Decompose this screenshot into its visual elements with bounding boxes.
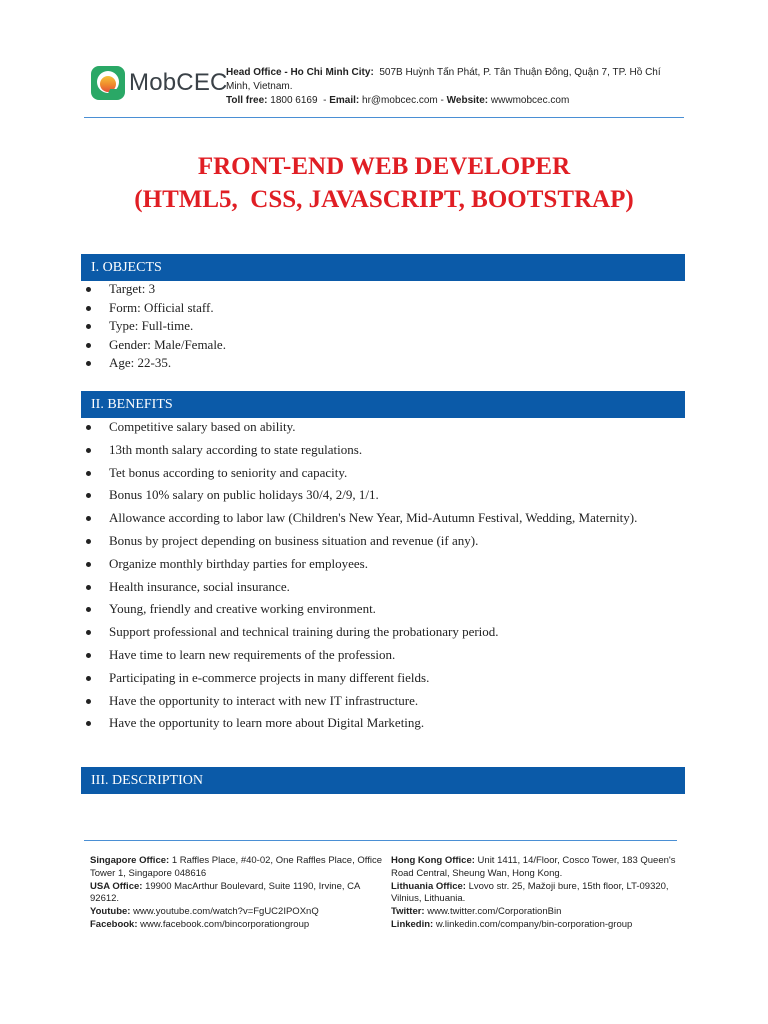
head-office-info: Head Office - Ho Chi Minh City: 507B Huỳnh Tấn Phát, P. Tân Thuận Đông, Quận 7, TP. Hồ Chí Minh, Vietnam. Toll free: 1800 6169 - Email: hr@mobcec.com - Website: wwwmobcec.com xyxy=(226,67,661,106)
benefits-item xyxy=(81,692,669,710)
benefits-item xyxy=(81,486,669,504)
linkedin-link xyxy=(391,919,681,932)
bullet-icon xyxy=(86,630,91,635)
bullet-icon xyxy=(86,287,91,292)
bullet-icon xyxy=(86,653,91,658)
objects-item xyxy=(81,299,226,318)
hongkong-office-label: Hong Kong Office: xyxy=(391,855,475,866)
mobcec-logo-icon xyxy=(91,66,125,100)
benefits-item-text: Have the opportunity to interact with new IT infrastructure. xyxy=(109,692,419,708)
objects-item xyxy=(81,336,226,355)
footer-divider xyxy=(84,840,677,841)
company-logo xyxy=(91,66,228,100)
benefits-item xyxy=(81,714,669,732)
bullet-icon xyxy=(86,324,91,329)
toll-free-number: 1800 6169 xyxy=(270,95,318,106)
youtube-link xyxy=(90,906,385,919)
lithuania-office-address: Lvovo str. 25, Mažoji bure, 15th floor, LT-09320, Vilnius, Lithuania. xyxy=(391,880,669,905)
objects-item-text: Type: Full-time. xyxy=(109,318,194,333)
bullet-icon xyxy=(86,721,91,726)
singapore-office-address: 1 Raffles Place, #40-02, One Raffles Place, Office Tower 1, Singapore 048616 xyxy=(90,855,383,879)
facebook-link xyxy=(90,919,385,932)
bullet-icon xyxy=(86,493,91,498)
bullet-icon xyxy=(86,585,91,590)
linkedin-label: Linkedin: xyxy=(391,918,434,930)
footer-right-column xyxy=(391,855,681,932)
benefits-list xyxy=(81,418,669,737)
usa-office-label: USA Office: xyxy=(90,880,143,892)
benefits-item xyxy=(81,464,669,482)
header-divider xyxy=(84,117,684,118)
bullet-icon xyxy=(86,676,91,681)
bullet-icon xyxy=(86,562,91,567)
objects-item-text: Form: Official staff. xyxy=(109,299,214,315)
objects-item-text: Gender: Male/Female. xyxy=(109,336,226,352)
benefits-item xyxy=(81,578,669,596)
job-title-line-2: (HTML5, CSS, JAVASCRIPT, BOOTSTRAP) xyxy=(134,186,634,213)
section-objects-header: I. OBJECTS xyxy=(81,254,685,281)
twitter-url[interactable]: www.twitter.com/CorporationBin xyxy=(427,906,562,918)
benefits-item-text: Support professional and technical training during the probationary period. xyxy=(109,624,499,640)
bullet-icon xyxy=(86,361,91,366)
bullet-icon xyxy=(86,699,91,704)
hongkong-office-address: Unit 1411, 14/Floor, Cosco Tower, 183 Queen's Road Central, Sheung Wan, Hong Kong. xyxy=(391,855,676,879)
letterhead xyxy=(0,0,768,120)
benefits-item-text: Bonus 10% salary on public holidays 30/4, 2/9, 1/1. xyxy=(109,487,379,503)
singapore-office xyxy=(90,855,385,881)
objects-list xyxy=(81,280,226,373)
lithuania-office-label: Lithuania Office: xyxy=(391,880,466,892)
lithuania-office xyxy=(391,881,681,907)
benefits-item xyxy=(81,669,669,687)
benefits-item xyxy=(81,509,669,527)
singapore-office-label: Singapore Office: xyxy=(90,855,170,866)
objects-item-text: Target: 3 xyxy=(109,281,156,296)
benefits-item xyxy=(81,646,669,664)
youtube-label: Youtube: xyxy=(90,906,131,918)
bullet-icon xyxy=(86,539,91,544)
logo-wordmark: MobCEC xyxy=(129,69,228,96)
linkedin-url[interactable]: w.linkedin.com/company/bin-corporation-group xyxy=(435,918,633,930)
benefits-item-text: Tet bonus according to seniority and capacity. xyxy=(109,464,348,480)
toll-free-label: Toll free: xyxy=(226,95,268,106)
benefits-item-text: 13th month salary according to state regulations. xyxy=(109,441,363,457)
bullet-icon xyxy=(86,425,91,430)
bullet-icon xyxy=(86,343,91,348)
section-benefits-header: II. BENEFITS xyxy=(81,391,685,418)
youtube-url[interactable]: www.youtube.com/watch?v=FgUC2IPOXnQ xyxy=(133,906,319,918)
footer-left-column xyxy=(90,855,385,932)
bullet-icon xyxy=(86,448,91,453)
head-office-label: Head Office - Ho Chi Minh City: xyxy=(226,67,374,78)
website-url[interactable]: wwwmobcec.com xyxy=(490,95,570,106)
head-office-address: 507B Huỳnh Tấn Phát, P. Tân Thuận Đông, Quận 7, TP. Hồ Chí Minh, Vietnam. xyxy=(226,67,661,92)
job-title xyxy=(0,150,768,216)
benefits-item-text: Organize monthly birthday parties for employees. xyxy=(109,555,368,571)
twitter-link xyxy=(391,906,681,919)
hongkong-office xyxy=(391,855,681,881)
twitter-label: Twitter: xyxy=(391,906,425,918)
benefits-item-text: Participating in e-commerce projects in many different fields. xyxy=(109,669,430,685)
benefits-item xyxy=(81,441,669,459)
objects-item xyxy=(81,280,226,299)
benefits-item xyxy=(81,600,669,618)
benefits-item-text: Have the opportunity to learn more about Digital Marketing. xyxy=(109,715,425,731)
objects-item xyxy=(81,317,226,336)
benefits-item-text: Have time to learn new requirements of the profession. xyxy=(109,646,396,662)
benefits-item xyxy=(81,532,669,550)
benefits-item xyxy=(81,623,669,641)
bullet-icon xyxy=(86,306,91,311)
benefits-item-text: Young, friendly and creative working environment. xyxy=(109,601,376,617)
job-title-line-1: FRONT-END WEB DEVELOPER xyxy=(197,153,571,180)
benefits-item-text: Allowance according to labor law (Children's New Year, Mid-Autumn Festival, Wedding, Maternity). xyxy=(109,510,638,526)
benefits-item-text: Competitive salary based on ability. xyxy=(109,419,296,434)
facebook-url[interactable]: www.facebook.com/bincorporationgroup xyxy=(140,918,310,930)
objects-item xyxy=(81,354,226,373)
website-label: Website: xyxy=(446,95,489,106)
facebook-label: Facebook: xyxy=(90,918,138,930)
section-description-header: III. DESCRIPTION xyxy=(81,767,685,794)
email-label: Email: xyxy=(329,95,360,106)
bullet-icon xyxy=(86,607,91,612)
benefits-item-text: Bonus by project depending on business situation and revenue (if any). xyxy=(109,532,479,548)
bullet-icon xyxy=(86,471,91,476)
usa-office xyxy=(90,881,385,907)
bullet-icon xyxy=(86,516,91,521)
email-address[interactable]: hr@mobcec.com xyxy=(362,95,438,106)
benefits-item xyxy=(81,418,669,436)
usa-office-address: 19900 MacArthur Boulevard, Suite 1190, Irvine, CA 92612. xyxy=(90,880,360,905)
objects-item-text: Age: 22-35. xyxy=(109,355,172,370)
benefits-item xyxy=(81,555,669,573)
benefits-item-text: Health insurance, social insurance. xyxy=(109,578,290,594)
